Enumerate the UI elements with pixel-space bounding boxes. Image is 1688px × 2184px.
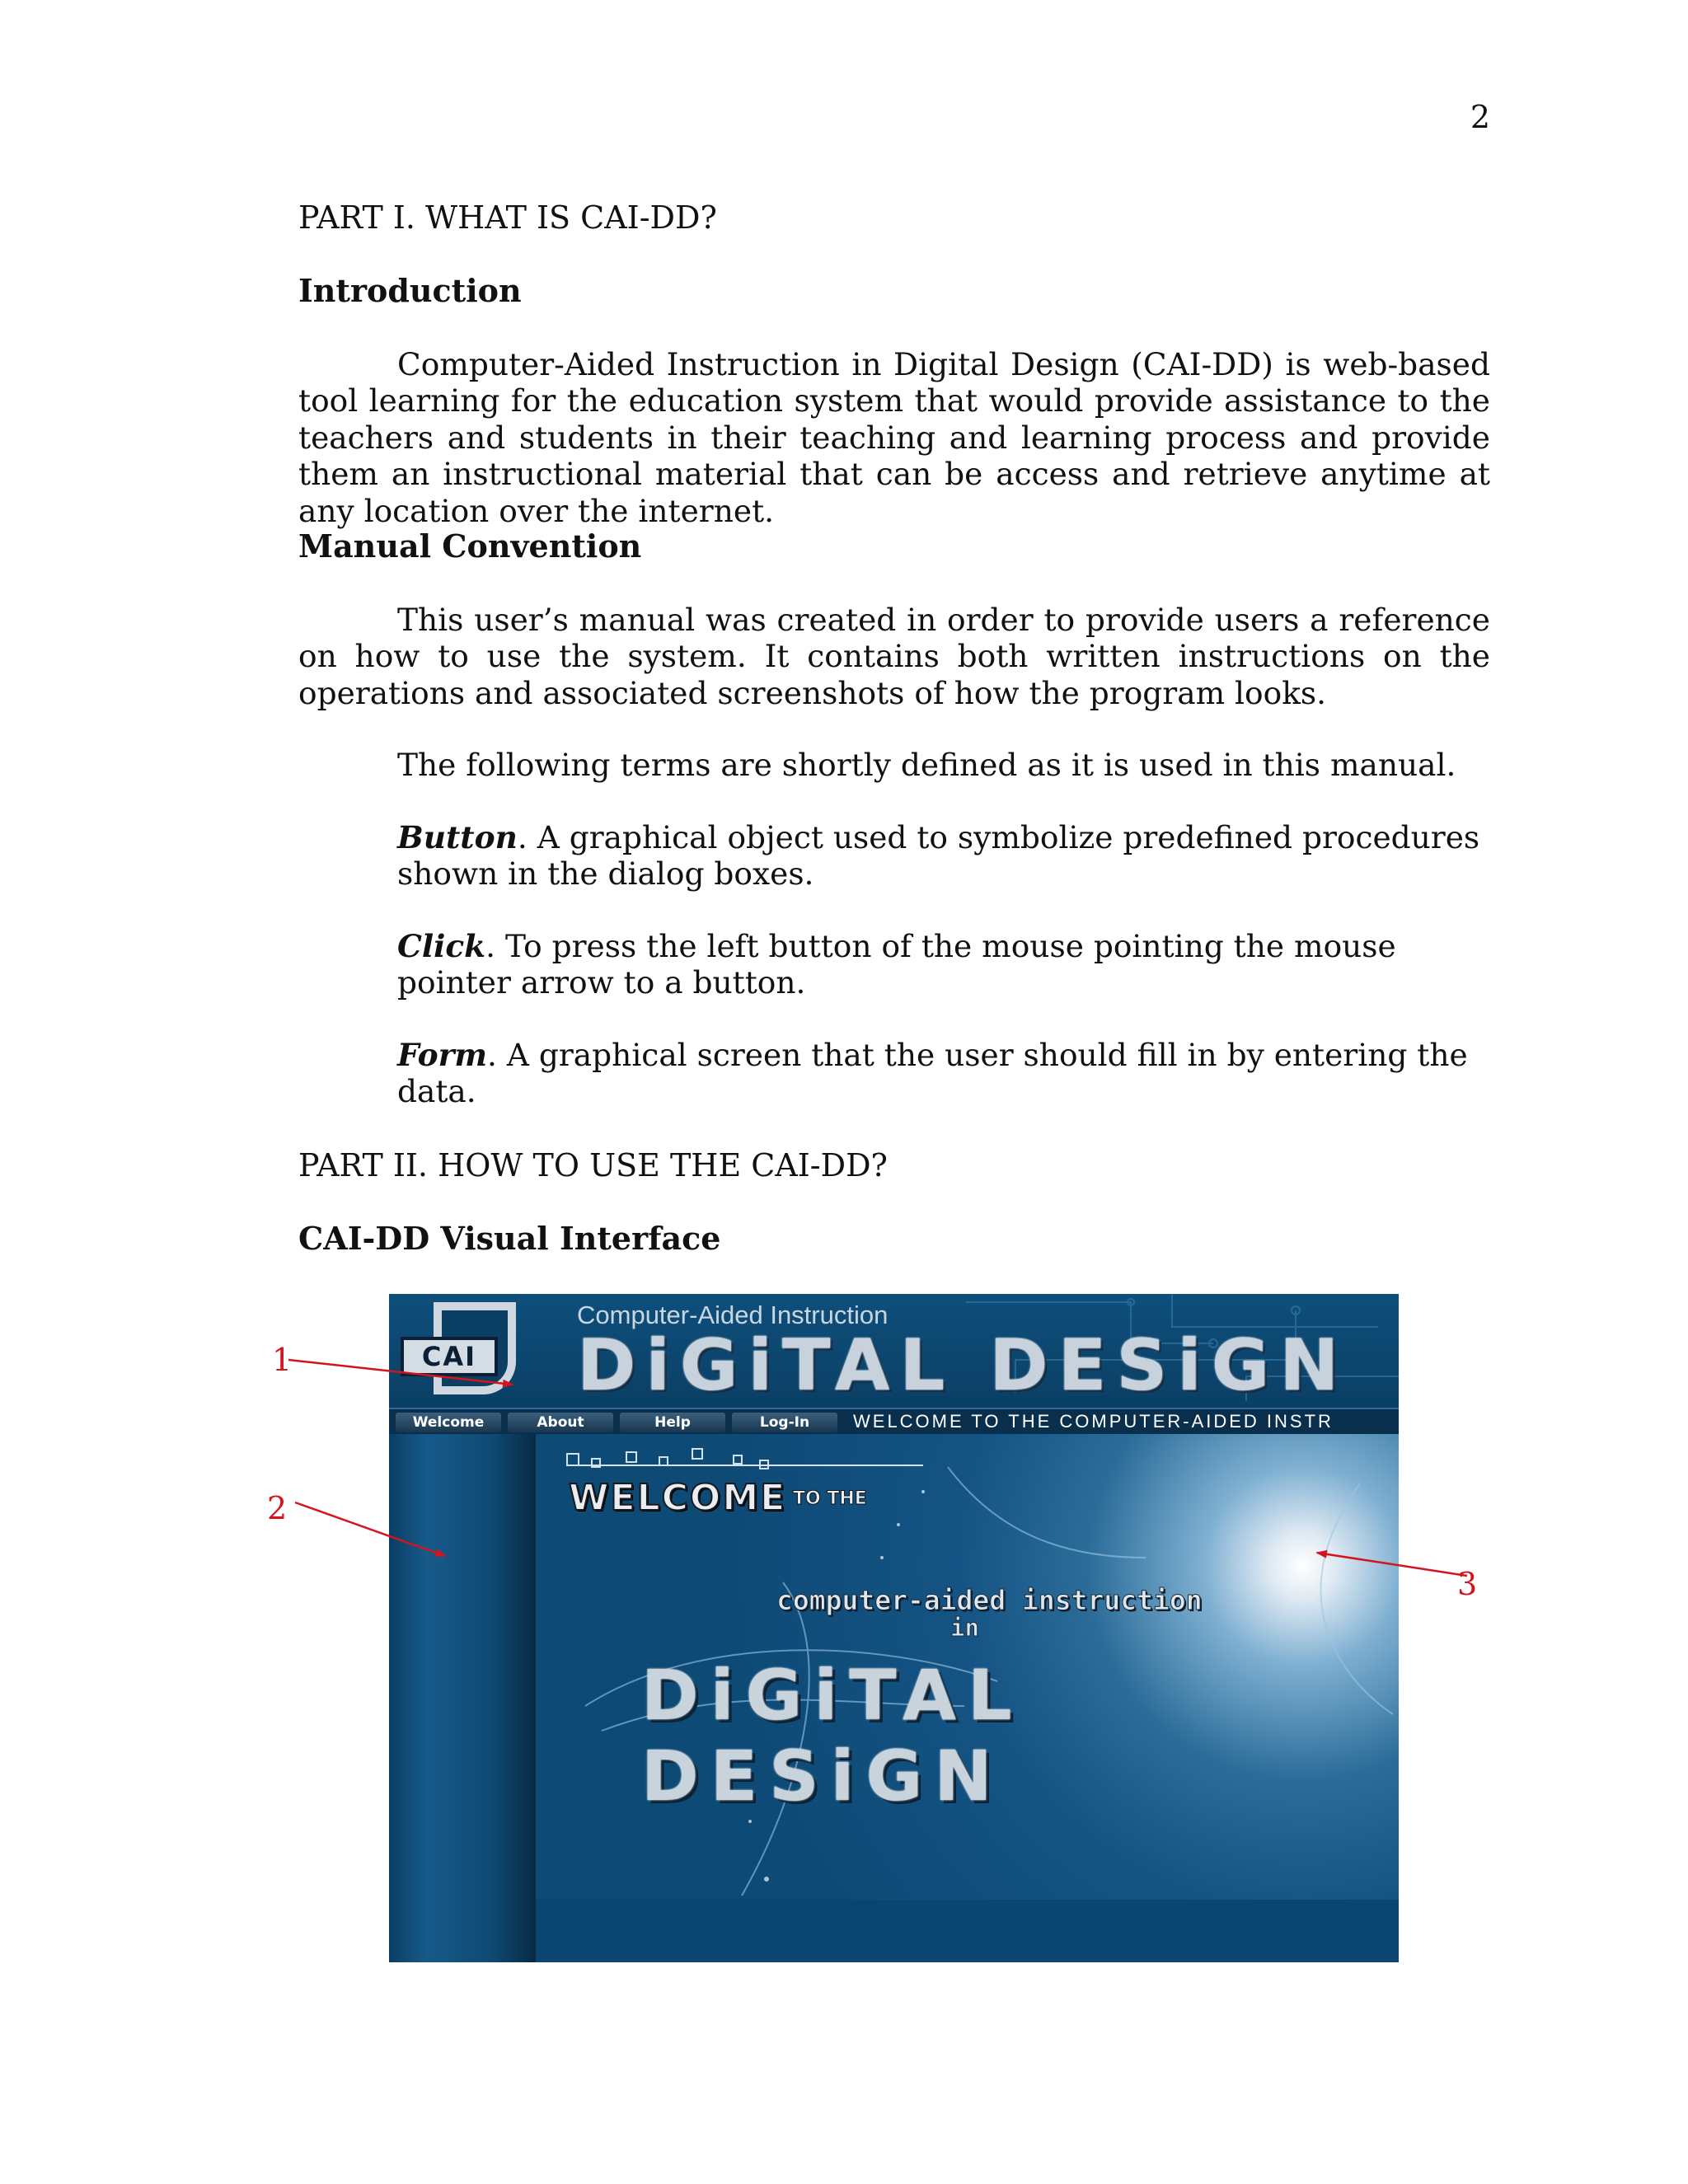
- manual-convention-heading: Manual Convention: [298, 527, 642, 565]
- part1-heading: PART I. WHAT IS CAI-DD?: [298, 199, 717, 236]
- nav-welcome-button[interactable]: Welcome: [396, 1413, 501, 1432]
- tagline-line2: in: [950, 1614, 979, 1642]
- term-form-text: . A graphical screen that the user should fill in by entering the data.: [397, 1037, 1468, 1110]
- term-button-text: . A graphical object used to symbolize predefined procedures shown in the dialog boxes.: [397, 819, 1480, 893]
- introduction-paragraph: Computer-Aided Instruction in Digital Design (CAI-DD) is web-based tool learning for the education system that would provide assistance to the teachers and students in their teaching and learning process and provide them an instructional material that can be access and retrieve anytime at any location over the internet.: [298, 346, 1490, 529]
- terms-intro: The following terms are shortly defined as it is used in this manual.: [397, 747, 1456, 783]
- main-title-graphic: DiGiTAL DESiGN: [641, 1655, 1024, 1816]
- logo-badge: CAI: [401, 1337, 498, 1376]
- introduction-heading: Introduction: [298, 272, 522, 309]
- sidebar-panel: [389, 1434, 536, 1962]
- banner-title: DiGiTAL DESiGN: [577, 1324, 1349, 1407]
- welcome-graphic-text: WELCOME: [569, 1477, 787, 1519]
- page-number: 2: [1470, 99, 1490, 135]
- visual-interface-heading: CAI-DD Visual Interface: [298, 1220, 721, 1257]
- term-click-definition: [397, 928, 1490, 1001]
- term-click-text: . To press the left button of the mouse pointing the mouse pointer arrow to a button.: [397, 928, 1396, 1001]
- callout-3: 3: [1457, 1566, 1478, 1602]
- term-button: Button: [397, 819, 518, 855]
- term-form-definition: [397, 1037, 1490, 1110]
- term-click: Click: [397, 928, 486, 964]
- term-form: Form: [397, 1037, 488, 1073]
- bottom-strip: [536, 1900, 1399, 1962]
- navigation-bar: [389, 1408, 1399, 1434]
- tagline-line1: computer-aided instruction: [776, 1584, 1203, 1616]
- callout-2: 2: [267, 1490, 288, 1526]
- welcome-marquee: WELCOME TO THE COMPUTER-AIDED INSTR: [853, 1411, 1334, 1432]
- to-the-graphic-text: TO THE: [793, 1488, 867, 1509]
- header-banner: [389, 1294, 1399, 1408]
- callout-1: 1: [272, 1342, 293, 1378]
- main-content-area: [536, 1434, 1399, 1962]
- nav-about-button[interactable]: About: [508, 1413, 613, 1432]
- cai-logo[interactable]: [401, 1302, 532, 1399]
- nav-login-button[interactable]: Log-In: [732, 1413, 837, 1432]
- banner-subtitle: Computer-Aided Instruction: [577, 1301, 889, 1329]
- term-button-definition: [397, 819, 1490, 893]
- nav-help-button[interactable]: Help: [620, 1413, 725, 1432]
- part2-heading: PART II. HOW TO USE THE CAI-DD?: [298, 1147, 888, 1183]
- interface-screenshot: [389, 1294, 1399, 1962]
- manual-convention-paragraph: This user’s manual was created in order to provide users a reference on how to use the system. It contains both written instructions on the operations and associated screenshots of how the program looks.: [298, 602, 1490, 711]
